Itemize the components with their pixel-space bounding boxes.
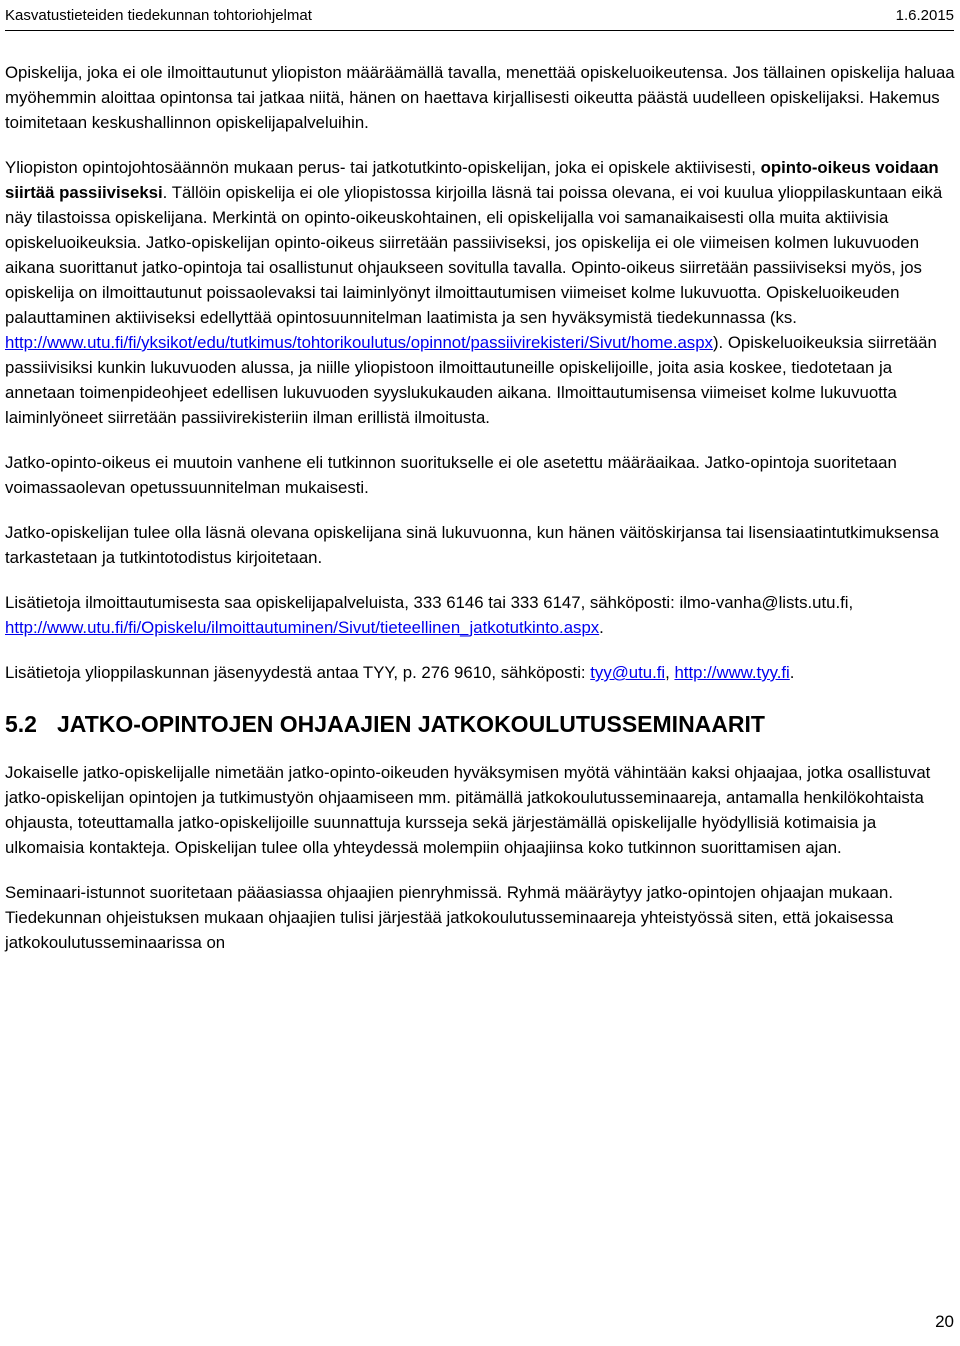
paragraph-seminars: Seminaari-istunnot suoritetaan pääasiassa ohjaajien pienryhmissä. Ryhmä määräytyy jatko-opintojen ohjaajan mukaan. Tiedekunnan ohjeistuksen mukaan ohjaajien tulisi järjestää jatkokoulutusseminaareja yhteistyössä siten, että jokaisessa jatkokoulutusseminaarissa on (5, 883, 894, 952)
p6-text-a: Lisätietoja ylioppilaskunnan jäsenyydestä antaa TYY, p. 276 9610, sähköposti: (5, 663, 591, 682)
p5-text-a: Lisätietoja ilmoittautumisesta saa opiskelijapalveluista, 333 6146 tai 333 6147, sähköposti: ilmo-vanha@lists.utu.fi, (5, 593, 854, 612)
paragraph-presence: Jatko-opiskelijan tulee olla läsnä olevana opiskelijana sinä lukuvuonna, kun hänen väitöskirjansa tai lisensiaatintutkimuksensa tarkastetaan ja tutkintotodistus kirjoitetaan. (5, 523, 939, 567)
p6-text-c: . (789, 663, 795, 682)
page-number: 20 (935, 1312, 954, 1331)
paragraph-registration-info (5, 590, 955, 640)
section-title: JATKO-OPINTOJEN OHJAAJIEN JATKOKOULUTUSSEMINAARIT (57, 711, 765, 737)
registration-info-link[interactable]: http://www.utu.fi/fi/Opiskelu/ilmoittautuminen/Sivut/tieteellinen_jatkotutkinto.aspx (5, 618, 600, 637)
p2-bold-text: opinto-oikeus voidaan siirtää passiiviseksi (5, 158, 939, 202)
tyy-email-link[interactable]: tyy@utu.fi (590, 663, 666, 682)
paragraph-right-validity: Jatko-opinto-oikeus ei muutoin vanhene eli tutkinnon suoritukselle ei ole asetettu määräaikaa. Jatko-opintoja suoritetaan voimassaolevan opetussuunnitelman mukaisesti. (5, 453, 897, 497)
header-date: 1.6.2015 (895, 6, 954, 24)
p2-text-b: . Tällöin opiskelija ei ole yliopistossa kirjoilla läsnä tai poissa olevana, ei voi kuulua ylioppilaskuntaan eikä näy tilastoissa opiskelijana. Merkintä on opinto-oikeuskohtainen, eli opiskelijalla voi samanaikaisesti olla muita aktiivisia opiskeluoikeuksia. Jatko-opiskelijan opinto-oikeus siirretään passiiviseksi, jos opiskelija ei ole viimeisen kolmen lukuvuoden aikana suorittanut jatko-opintoja tai osallistunut ohjaukseen sovitulla tavalla. Opinto-oikeus siirretään passiiviseksi myös, jos opiskelija on ilmoittautunut poissaolevaksi tai laiminlyönyt ilmoittautumisen viimeiset kolme lukuvuotta. Opiskeluoikeuden palauttaminen aktiiviseksi edellyttää opintosuunnitelman laatimista ja sen hyväksymistä tiedekunnassa (ks. (5, 183, 943, 327)
header-title: Kasvatustieteiden tiedekunnan tohtoriohjelmat (5, 6, 312, 24)
paragraph-supervisors: Jokaiselle jatko-opiskelijalle nimetään jatko-opinto-oikeuden hyväksymisen myötä vähintään kaksi ohjaajaa, jotka osallistuvat jatko-opiskelijan opintojen ja tutkimustyön ohjaamiseen mm. pitämällä jatkokoulutusseminaareja, antamalla henkilökohtaista ohjausta, toteuttamalla jatko-opiskelijoille suunnattuja kursseja sekä järjestämällä opiskelijalle hyödyllisiä kotimaisia ja ulkomaisia kontakteja. Opiskelijan tulee olla yhteydessä molempiin ohjaajiinsa koko tutkinnon suorittamisen ajan. (5, 763, 931, 857)
section-number: 5.2 (5, 711, 37, 737)
p6-text-b: , (665, 663, 675, 682)
paragraph-membership-info (5, 660, 955, 685)
section-heading (5, 709, 955, 739)
p5-text-b: . (599, 618, 604, 637)
p2-text-a: Yliopiston opintojohtosäännön mukaan perus- tai jatkotutkinto-opiskelijan, joka ei opiskele aktiivisesti, (5, 158, 761, 177)
page-header (5, 0, 954, 31)
paragraph-passive-status (5, 155, 955, 430)
p2-text-c: ). Opiskeluoikeuksia siirretään passiivisiksi kunkin lukuvuoden alussa, ja niille yliopistoon ilmoittautuneille opiskelijoille, joita asia koskee, tiedotetaan ja annetaan toimenpideohjeet edellisen lukuvuoden syyslukukauden aikana. Ilmoittautumisensa viimeiset kolme lukuvuotta laiminlyöneet siirretään passiivirekisteriin ilman erillistä ilmoitusta. (5, 333, 937, 427)
paragraph-registration: Opiskelija, joka ei ole ilmoittautunut yliopiston määräämällä tavalla, menettää opiskeluoikeutensa. Jos tällainen opiskelija haluaa myöhemmin aloittaa opintonsa tai jatkaa niitä, hänen on haettava kirjallisesti oikeutta päästä uudelleen opiskelijaksi. Hakemus toimitetaan keskushallinnon opiskelijapalveluihin. (5, 63, 955, 132)
tyy-website-link[interactable]: http://www.tyy.fi (674, 663, 790, 682)
document-body (5, 60, 955, 975)
passive-register-link[interactable]: http://www.utu.fi/fi/yksikot/edu/tutkimus/tohtorikoulutus/opinnot/passiivirekisteri/Sivut/home.aspx (5, 333, 713, 352)
